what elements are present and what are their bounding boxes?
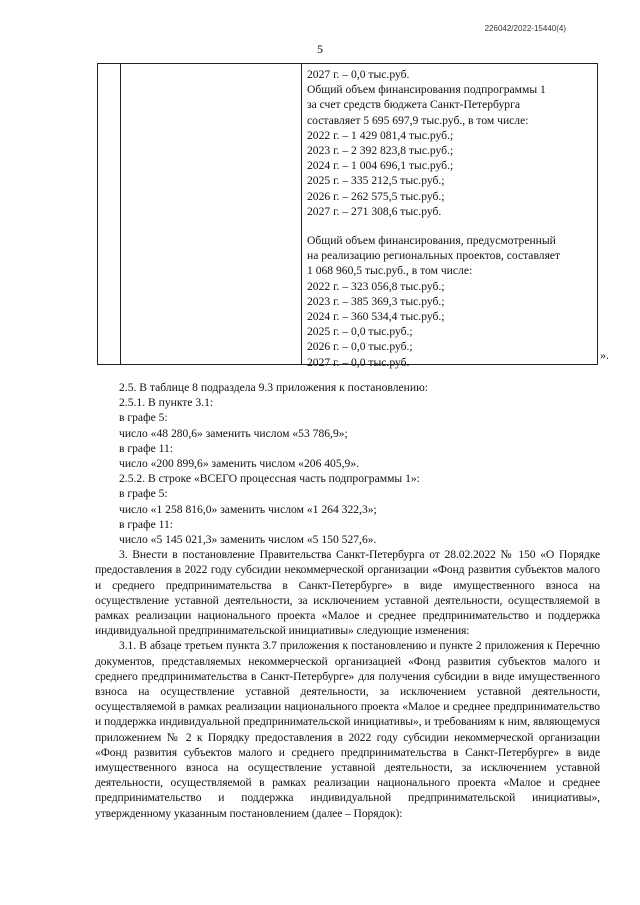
- table-cell-financing: [307, 67, 593, 370]
- document-number: 226042/2022-15440(4): [484, 24, 566, 33]
- cell-line: 2027 г. – 0,0 тыс.руб.: [307, 68, 410, 81]
- table-column-divider: [301, 64, 302, 364]
- cell-line: 1 068 960,5 тыс.руб., в том числе:: [307, 264, 473, 278]
- body-line: 2.5.1. В пункте 3.1:: [119, 396, 214, 410]
- cell-line: 2025 г. – 0,0 тыс.руб.;: [307, 325, 413, 339]
- body-line: в графе 5:: [119, 411, 168, 425]
- cell-line: за счет средств бюджета Санкт-Петербурга: [307, 98, 520, 112]
- cell-line: 2024 г. – 360 534,4 тыс.руб.;: [307, 310, 445, 324]
- body-line: в графе 5:: [119, 487, 168, 501]
- body-line: 2.5.2. В строке «ВСЕГО процессная часть подпрограммы 1»:: [119, 472, 420, 486]
- document-body: [95, 380, 600, 821]
- cell-line: Общий объем финансирования подпрограммы 1: [307, 83, 546, 97]
- body-line: число «200 899,6» заменить числом «206 405,9».: [119, 457, 360, 471]
- cell-line: 2022 г. – 1 429 081,4 тыс.руб.;: [307, 128, 454, 142]
- body-line: в графе 11:: [119, 517, 174, 531]
- cell-line: Общий объем финансирования, предусмотренный: [307, 234, 556, 248]
- cell-line: 2023 г. – 2 392 823,8 тыс.руб.;: [307, 144, 454, 158]
- paragraph-3: 3. Внести в постановление Правительства Санкт-Петербурга от 28.02.2022 № 150 «О Порядке предоставления в 2022 году субсидии некоммерческой организации «Фонд развития субъектов малого и среднего предпринимательства в Санкт-Петербурге» в виде имущественного взноса на осуществление уставной деятельности, за исключением уставной деятельности, осуществляемой в рамках реализации национального проекта «Малое и среднее предпринимательство и поддержка индивидуальной предпринимательской инициативы» следующие изменения:: [95, 548, 600, 638]
- body-line: 2.5. В таблице 8 подраздела 9.3 приложения к постановлению:: [119, 381, 428, 394]
- cell-line: на реализацию региональных проектов, составляет: [307, 249, 561, 263]
- body-line: в графе 11:: [119, 441, 174, 455]
- body-line: число «1 258 816,0» заменить числом «1 264 322,3»;: [119, 502, 377, 516]
- cell-line: 2022 г. – 323 056,8 тыс.руб.;: [307, 279, 445, 293]
- financing-table: [97, 63, 598, 369]
- page-number: 5: [317, 42, 323, 56]
- cell-line: 2026 г. – 0,0 тыс.руб.;: [307, 340, 413, 354]
- paragraph-3-1: 3.1. В абзаце третьем пункта 3.7 приложения к постановлению и пункте 2 приложения к Перечню документов, представляемых некоммерческой организацией «Фонд развития субъектов малого и среднего предпринимательства в Санкт-Петербурге» для получения субсидии в виде имущественного взноса на осуществление уставной деятельности, за исключением уставной деятельности, осуществляемой в рамках реализации национального проекта «Малое и среднее предпринимательство и поддержка индивидуальной предпринимательской инициативы», и требованиям к ним, являющемуся приложением № 2 к Порядку предоставления в 2022 году субсидии некоммерческой организации «Фонд развития субъектов малого и среднего предпринимательства в Санкт-Петербурге» в виде имущественного взноса на осуществление уставной деятельности, за исключением уставной деятельности, осуществляемой в рамках реализации национального проекта «Малое и среднее предпринимательство и поддержка индивидуальной предпринимательской инициативы», утвержденному указанным постановлением (далее – Порядок):: [95, 639, 600, 820]
- closing-quote: ».: [600, 348, 609, 362]
- cell-line: 2027 г. – 271 308,6 тыс.руб.: [307, 204, 442, 218]
- cell-line: 2027 г. – 0,0 тыс.руб.: [307, 355, 410, 369]
- body-line: число «5 145 021,3» заменить числом «5 150 527,6».: [119, 533, 377, 547]
- cell-line: 2025 г. – 335 212,5 тыс.руб.;: [307, 174, 445, 188]
- body-line: число «48 280,6» заменить числом «53 786,9»;: [119, 426, 348, 440]
- cell-line: 2023 г. – 385 369,3 тыс.руб.;: [307, 294, 445, 308]
- cell-line: составляет 5 695 697,9 тыс.руб., в том числе:: [307, 113, 529, 127]
- cell-line: 2024 г. – 1 004 696,1 тыс.руб.;: [307, 159, 454, 173]
- cell-line: 2026 г. – 262 575,5 тыс.руб.;: [307, 189, 445, 203]
- table-column-divider: [120, 64, 121, 364]
